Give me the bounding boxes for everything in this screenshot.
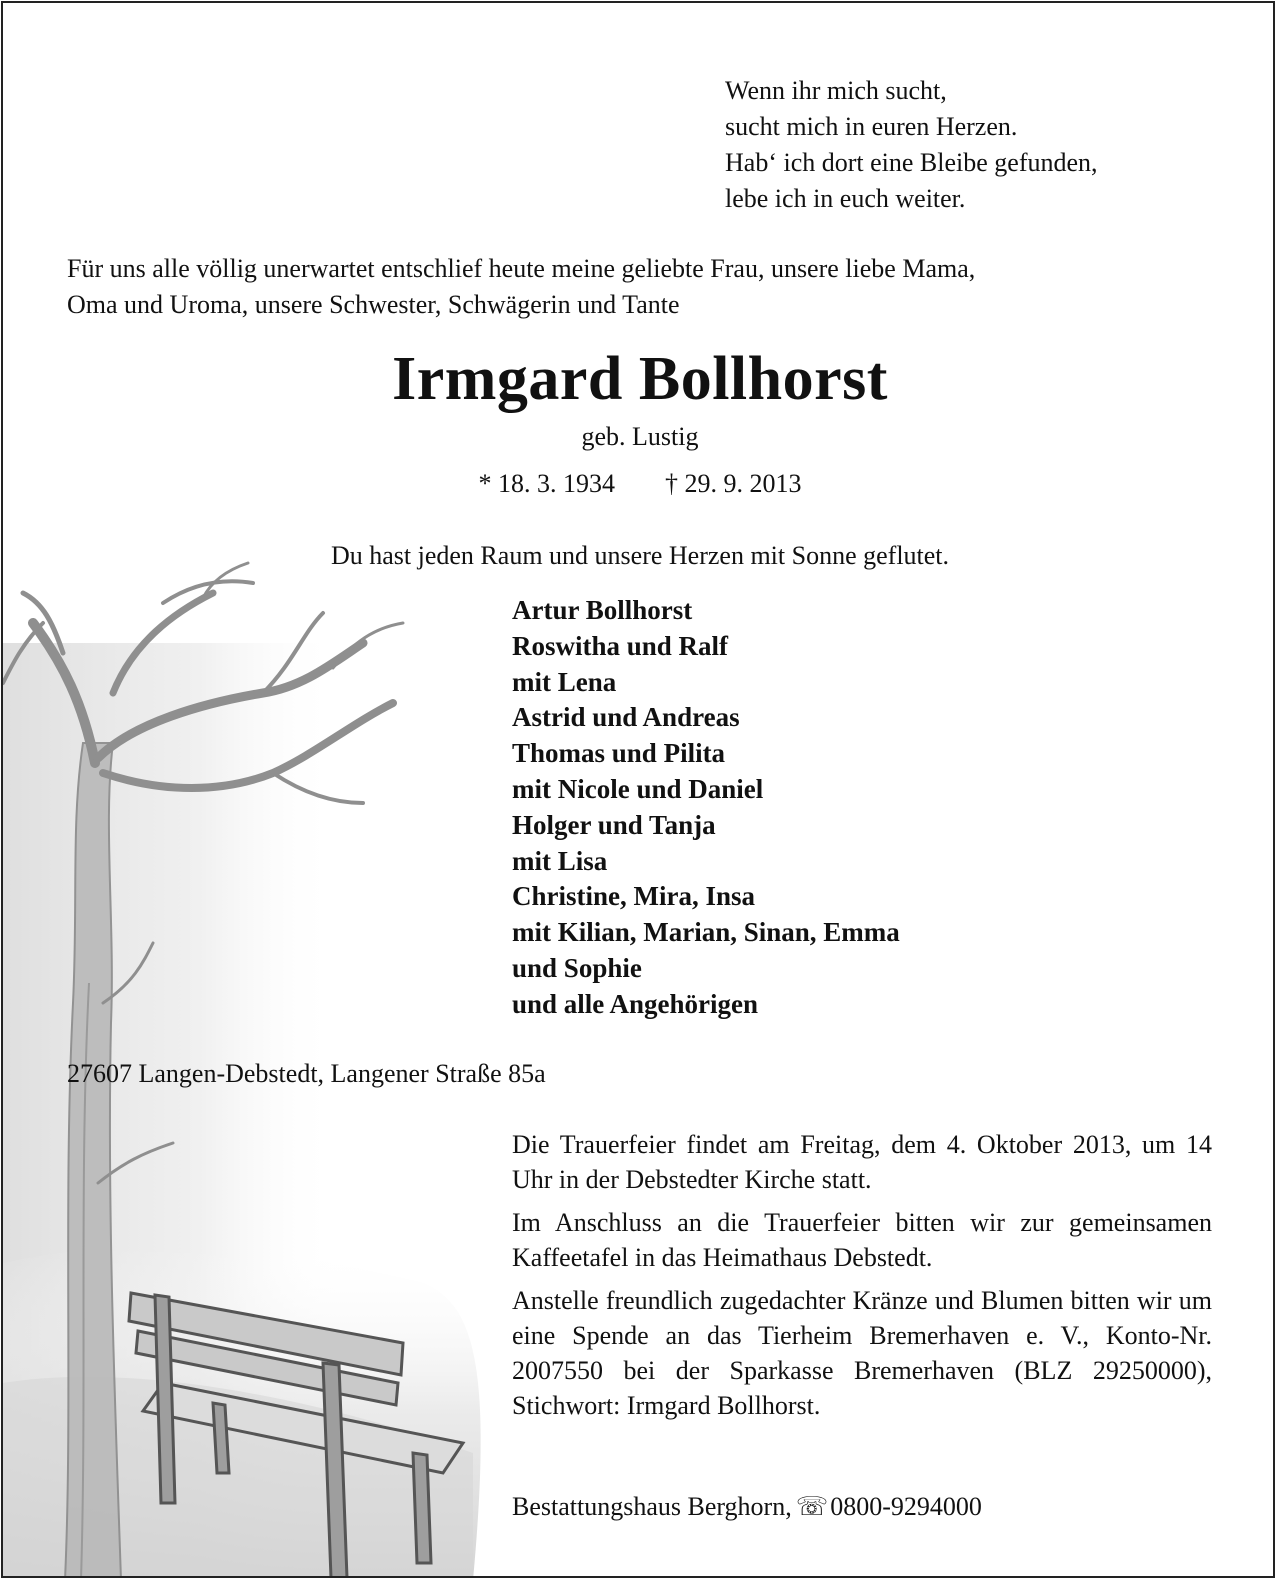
funeral-information [512,1127,1212,1431]
mourner-line: Thomas und Pilita [512,738,726,769]
phone-number: 0800-9294000 [830,1492,982,1521]
memorial-verse: Du hast jeden Raum und unsere Herzen mit Sonne geflutet. [330,541,950,570]
mourner-line: Artur Bollhorst [512,595,693,625]
announcement-line: Für uns alle völlig unerwartet entschlief heute meine geliebte Frau, unsere liebe Mama, [67,254,976,283]
poem-line: Wenn ihr mich sucht, [725,76,947,105]
poem-line: lebe ich in euch weiter. [725,184,966,213]
mourner-line: und alle Angehörigen [512,988,759,1019]
mourner-line: mit Kilian, Marian, Sinan, Emma [512,917,900,948]
mourner-line: und Sophie [512,952,642,983]
poem [725,73,1098,217]
mourner-line: Christine, Mira, Insa [512,881,755,912]
donation-text: Anstelle freundlich zugedachter Kränze und Blumen bitten wir um eine Spende an das Tierheim Bremerhaven e. V., Konto-Nr. 2007550 bei der Sparkasse Bremerhaven (BLZ 29250000), Stichwort: Irmgard Bollhorst. [512,1286,1212,1420]
mourner-line: Holger und Tanja [512,809,716,840]
maiden-name: geb. Lustig [581,422,699,451]
mourner-line: Roswitha und Ralf [512,630,729,661]
birth-date: * 18. 3. 1934 [478,469,615,498]
announcement-text [67,251,1217,323]
deceased-name: Irmgard Bollhorst [392,345,888,413]
mourner-line: mit Lisa [512,845,608,876]
undertaker-name: Bestattungshaus Berghorn, [512,1492,792,1521]
family-address: 27607 Langen-Debstedt, Langener Straße 85a [67,1059,546,1088]
mourner-line: mit Nicole und Daniel [512,773,764,804]
life-dates [3,467,1275,501]
announcement-line: Oma und Uroma, unsere Schwester, Schwägerin und Tante [67,290,680,319]
obituary-notice [1,1,1275,1578]
mourners-list [512,593,900,1023]
poem-line: sucht mich in euren Herzen. [725,112,1018,141]
reception-text: Im Anschluss an die Trauerfeier bitten wir zur gemeinsamen Kaffeetafel in das Heimathaus Debstedt. [512,1208,1212,1272]
mourner-line: mit Lena [512,666,617,697]
death-date: † 29. 9. 2013 [665,469,802,498]
funeral-service-text: Die Trauerfeier findet am Freitag, dem 4. Oktober 2013, um 14 Uhr in der Debstedter Kirche statt. [512,1130,1212,1194]
undertaker-contact [512,1489,982,1525]
telephone-icon: ☏ [795,1492,829,1521]
poem-line: Hab‘ ich dort eine Bleibe gefunden, [725,148,1098,177]
mourner-line: Astrid und Andreas [512,702,740,733]
